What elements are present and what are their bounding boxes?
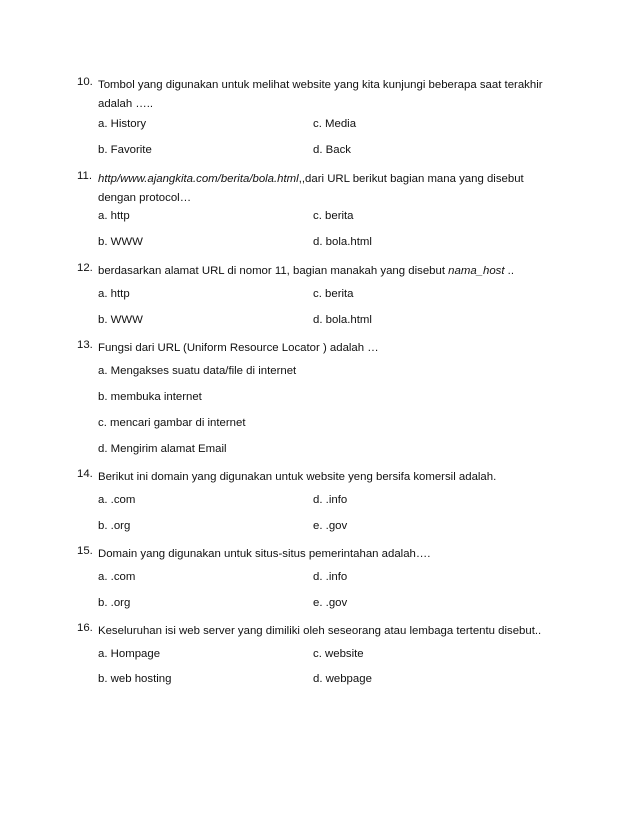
option-d: d. Mengirim alamat Email [98, 443, 227, 455]
option-c: c. mencari gambar di internet [98, 417, 246, 429]
option-b: b. .org [98, 597, 131, 609]
option-a: a. Mengakses suatu data/file di internet [98, 365, 297, 377]
question-text-rest: ,,dari URL berikut bagian mana yang disebut dengan protocol… [98, 173, 524, 204]
option-d: d. Back [313, 144, 351, 156]
question-number: 11. [77, 170, 92, 182]
option-d: d. .info [313, 571, 348, 583]
option-a: a. History [98, 118, 147, 130]
option-d: d. webpage [313, 673, 372, 685]
option-b: b. Favorite [98, 144, 152, 156]
italic-term: nama_host [448, 265, 505, 277]
option-c: c. berita [313, 210, 354, 222]
option-d: d. .info [313, 494, 348, 506]
option-a: a. .com [98, 571, 136, 583]
question-number: 14. [77, 468, 93, 480]
question-text: Keseluruhan isi web server yang dimiliki oleh seseorang atau lembaga tertentu disebut.. [98, 625, 542, 637]
option-e: e. .gov [313, 520, 348, 532]
option-a: a. .com [98, 494, 136, 506]
option-b: b. WWW [98, 236, 143, 248]
option-b: b. .org [98, 520, 131, 532]
question-text: Domain yang digunakan untuk situs-situs pemerintahan adalah…. [98, 548, 431, 560]
option-d: d. bola.html [313, 236, 372, 248]
question-text [98, 262, 560, 281]
option-a: a. Hompage [98, 648, 161, 660]
question-number: 12. [77, 262, 93, 274]
question-number: 13. [77, 339, 93, 351]
question-number: 10. [77, 76, 93, 88]
option-a: a. http [98, 288, 130, 300]
option-b: b. WWW [98, 314, 143, 326]
option-a: a. http [98, 210, 130, 222]
option-c: c. berita [313, 288, 354, 300]
option-c: c. Media [313, 118, 357, 130]
question-text: Berikut ini domain yang digunakan untuk website yeng bersifa komersil adalah. [98, 471, 497, 483]
question-text-before: berdasarkan alamat URL di nomor 11, bagian manakah yang disebut [98, 265, 449, 277]
option-d: d. bola.html [313, 314, 372, 326]
question-text-after: .. [504, 265, 515, 277]
question-text: Tombol yang digunakan untuk melihat website yang kita kunjungi beberapa saat terakhir adalah ….. [98, 79, 543, 110]
option-b: b. membuka internet [98, 391, 202, 403]
option-c: c. website [313, 648, 364, 660]
question-number: 16. [77, 622, 93, 634]
question-text [98, 170, 560, 208]
question-text: Fungsi dari URL (Uniform Resource Locator ) adalah … [98, 342, 379, 354]
option-e: e. .gov [313, 597, 348, 609]
url-text: http/www.ajangkita.com/berita/bola.html [98, 173, 299, 185]
option-b: b. web hosting [98, 673, 172, 685]
question-number: 15. [77, 545, 93, 557]
